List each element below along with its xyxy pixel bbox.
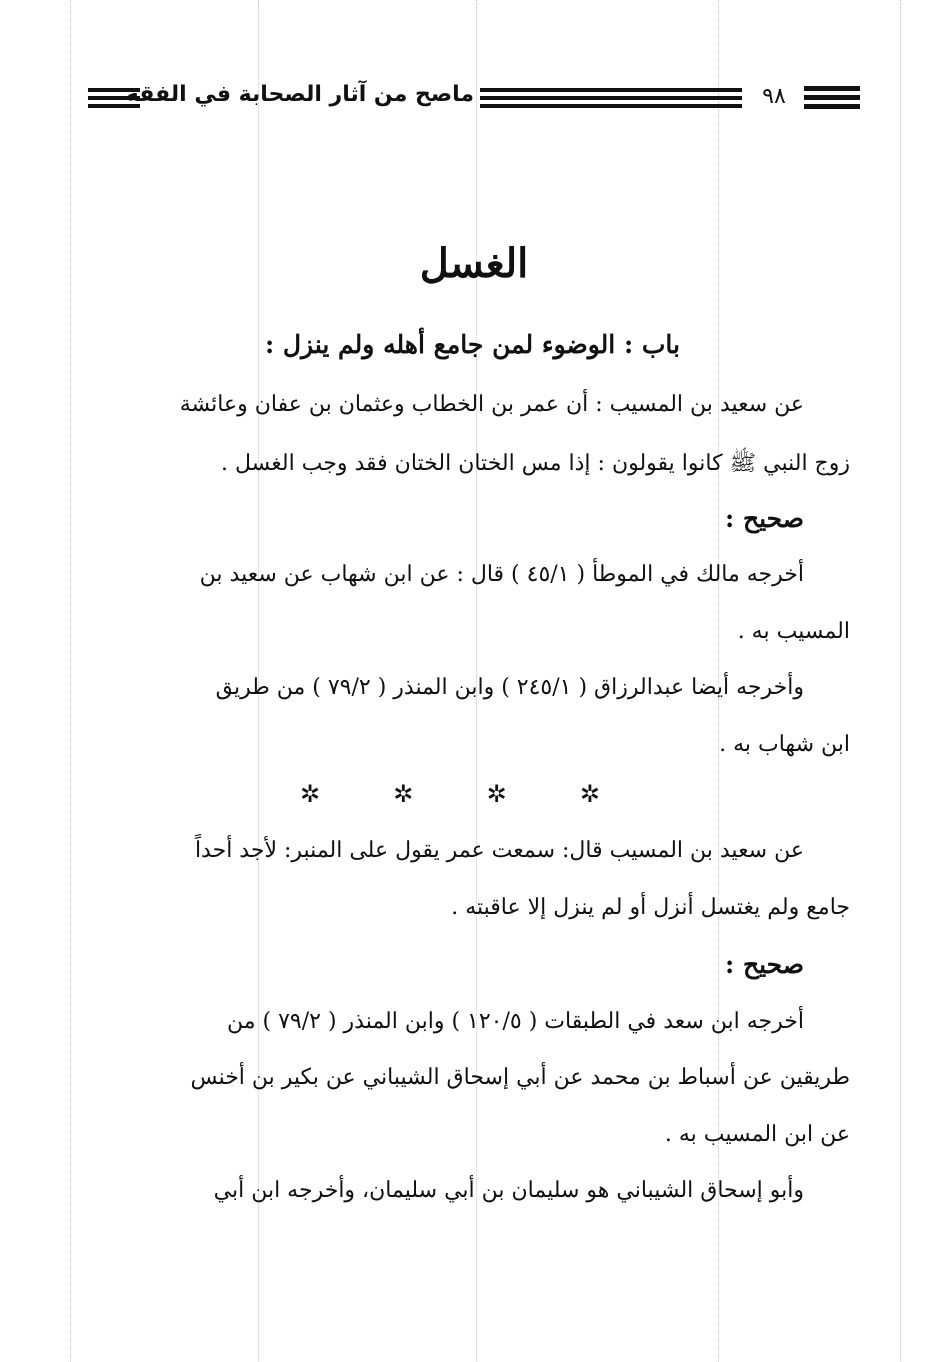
- text-line: زوج النبي ﷺ كانوا يقولون : إذا مس الختان الختان فقد وجب الغسل .: [220, 451, 850, 476]
- text-line: عن سعيد بن المسيب : أن عمر بن الخطاب وعثمان بن عفان وعائشة: [179, 392, 804, 417]
- text-line: عن ابن المسيب به .: [664, 1122, 850, 1147]
- page-number: ٩٨: [762, 84, 786, 109]
- text-line: أخرجه مالك في الموطأ ( ٤٥/١ ) قال : عن ابن شهاب عن سعيد بن: [199, 562, 804, 587]
- text-line: وأخرجه أيضا عبدالرزاق ( ٢٤٥/١ ) وابن المنذر ( ٧٩/٢ ) من طريق: [215, 675, 804, 700]
- star-ornament-icon: ✲: [486, 780, 507, 808]
- header-rule-right: [804, 86, 860, 113]
- star-ornament-icon: ✲: [579, 780, 600, 808]
- grading-label: صحيح :: [725, 504, 804, 533]
- text-line: أخرجه ابن سعد في الطبقات ( ١٢٠/٥ ) وابن المنذر ( ٧٩/٢ ) من: [226, 1009, 804, 1034]
- running-header: [88, 84, 860, 114]
- star-ornament-icon: ✲: [300, 780, 321, 808]
- section-title: باب : الوضوء لمن جامع أهله ولم ينزل :: [264, 330, 680, 359]
- text-line: عن سعيد بن المسيب قال: سمعت عمر يقول على المنبر: لأجد أحداً: [194, 838, 804, 863]
- scan-guide: [70, 0, 71, 1362]
- chapter-title: الغسل: [419, 240, 529, 287]
- text-line: جامع ولم يغتسل أنزل أو لم ينزل إلا عاقبته .: [451, 895, 850, 920]
- text-line: المسيب به .: [737, 619, 850, 644]
- star-ornament-icon: ✲: [393, 780, 414, 808]
- running-title: ماصح من آثار الصحابة في الفقه: [125, 82, 474, 107]
- grading-label: صحيح :: [725, 950, 804, 979]
- section-separator: [300, 780, 600, 808]
- header-rule-middle: [480, 88, 742, 112]
- text-line: ابن شهاب به .: [719, 732, 850, 757]
- text-line: طريقين عن أسباط بن محمد عن أبي إسحاق الشيباني عن بكير بن أخنس: [190, 1065, 850, 1090]
- text-line: وأبو إسحاق الشيباني هو سليمان بن أبي سليمان، وأخرجه ابن أبي: [213, 1178, 804, 1203]
- scan-guide: [900, 0, 901, 1362]
